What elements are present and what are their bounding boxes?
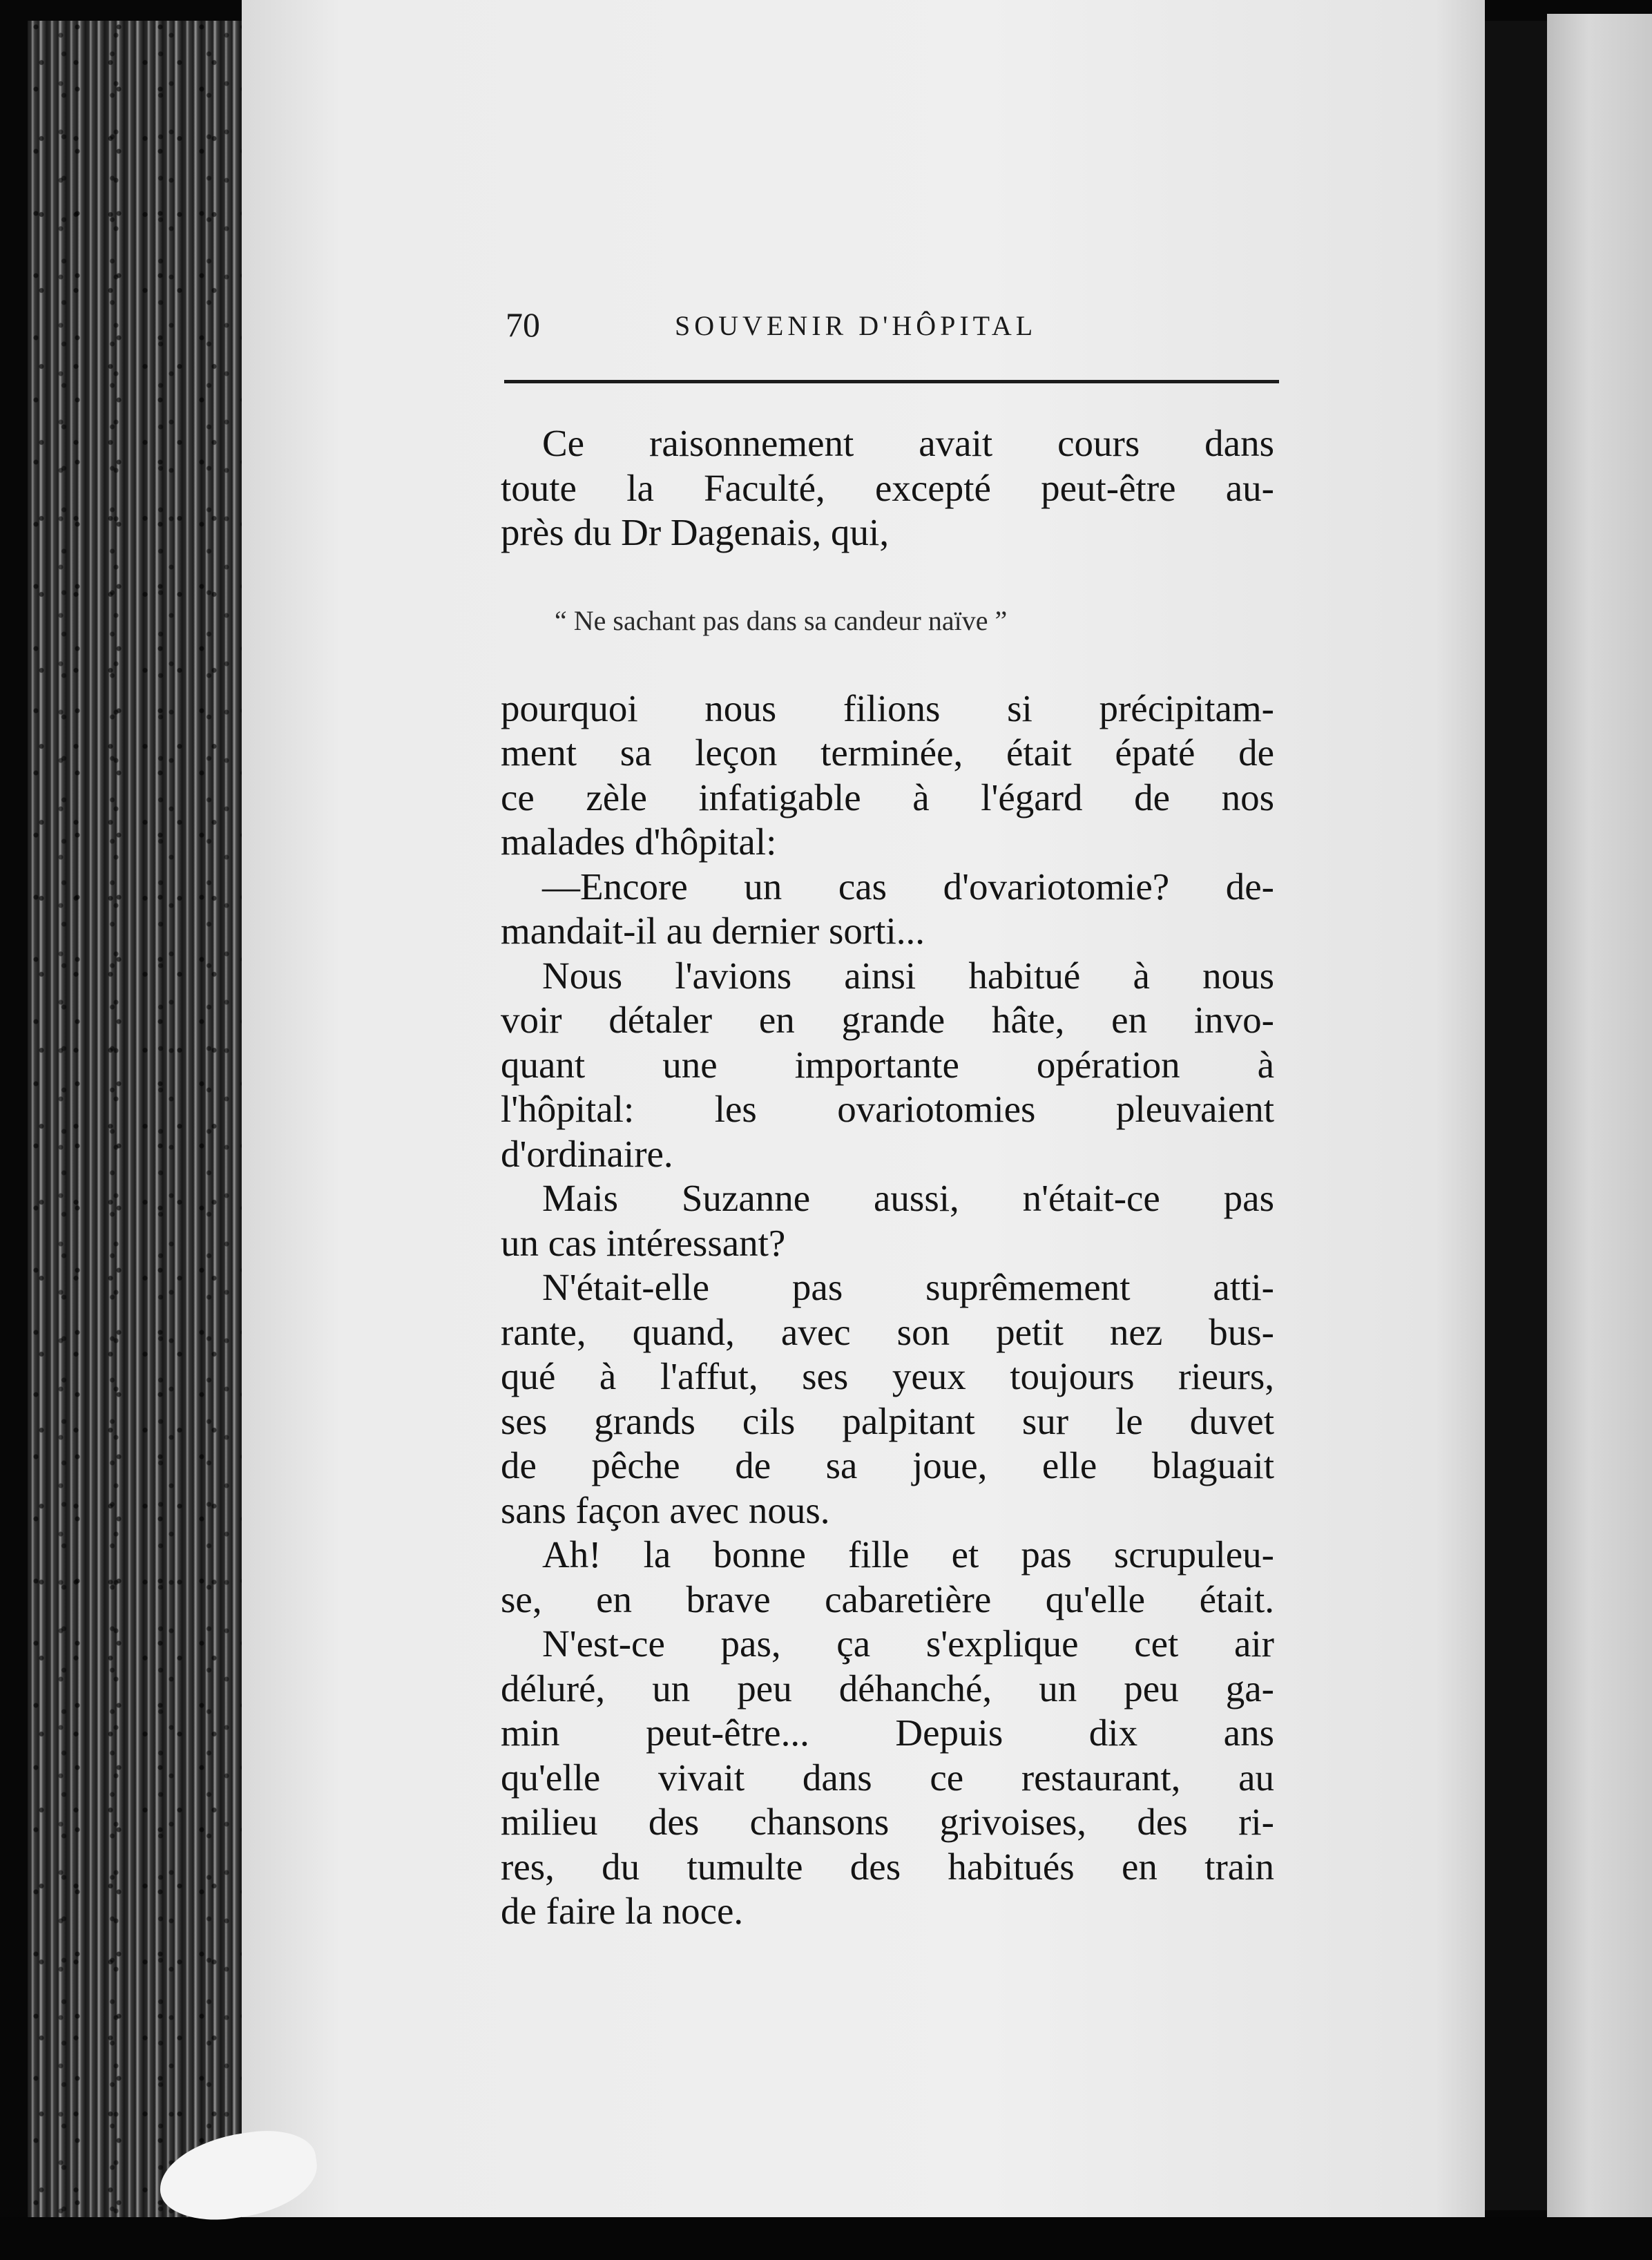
text-line: qué à l'affut, ses yeux toujours rieurs, xyxy=(501,1355,1274,1397)
text-line: Ce raisonnement avait cours dans xyxy=(542,422,1274,464)
text-line: pourquoi nous filions si précipitam- xyxy=(501,687,1274,729)
text-line: Nous l'avions ainsi habitué à nous xyxy=(542,954,1274,997)
text-line: Ah! la bonne fille et pas scrupuleu- xyxy=(542,1533,1274,1576)
text-line: mandait-il au dernier sorti... xyxy=(501,910,925,952)
quoted-verse: “ Ne sachant pas dans sa candeur naïve ” xyxy=(555,604,1008,636)
text-line: de faire la noce. xyxy=(501,1890,744,1932)
running-head xyxy=(506,304,1279,345)
text-line: toute la Faculté, excepté peut-être au- xyxy=(501,466,1274,509)
facing-page-edge xyxy=(1547,14,1652,2217)
page-edge-speckle xyxy=(28,21,242,2224)
stacked-page-edges xyxy=(28,21,242,2224)
text-line: malades d'hôpital: xyxy=(501,821,777,863)
text-line: res, du tumulte des habitués en train xyxy=(501,1845,1274,1888)
text-line: ce zèle infatigable à l'égard de nos xyxy=(501,776,1274,818)
text-line: rante, quand, avec son petit nez bus- xyxy=(501,1310,1274,1353)
text-line: qu'elle vivait dans ce restaurant, au xyxy=(501,1756,1274,1799)
text-line: ses grands cils palpitant sur le duvet xyxy=(501,1399,1274,1442)
binding-gutter xyxy=(1485,21,1547,2210)
text-line: se, en brave cabaretière qu'elle était. xyxy=(501,1578,1274,1620)
text-line: voir détaler en grande hâte, en invo- xyxy=(501,999,1274,1041)
body-text xyxy=(501,421,1274,1934)
text-line: Mais Suzanne aussi, n'était-ce pas xyxy=(542,1177,1274,1219)
text-line: déluré, un peu déhanché, un peu ga- xyxy=(501,1667,1274,1710)
text-line: milieu des chansons grivoises, des ri- xyxy=(501,1801,1274,1843)
header-rule xyxy=(504,380,1279,383)
running-title: SOUVENIR D'HÔPITAL xyxy=(675,310,1037,341)
text-line: ment sa leçon terminée, était épaté de xyxy=(501,731,1274,774)
scan-bottom-border xyxy=(0,2217,1652,2260)
text-line: sans façon avec nous. xyxy=(501,1488,830,1531)
text-line: min peut-être... Depuis dix ans xyxy=(501,1712,1274,1754)
page-number: 70 xyxy=(506,305,540,344)
text-line: quant une importante opération à xyxy=(501,1043,1274,1086)
text-line: près du Dr Dagenais, qui, xyxy=(501,511,890,553)
text-line: l'hôpital: les ovariotomies pleuvaient xyxy=(501,1088,1274,1130)
text-line: N'est-ce pas, ça s'explique cet air xyxy=(542,1622,1274,1665)
text-line: un cas intéressant? xyxy=(501,1221,786,1264)
text-line: de pêche de sa joue, elle blaguait xyxy=(501,1444,1274,1486)
text-line: N'était-elle pas suprêmement atti- xyxy=(542,1266,1274,1308)
text-line: d'ordinaire. xyxy=(501,1132,673,1175)
text-line: —Encore un cas d'ovariotomie? de- xyxy=(542,865,1274,908)
